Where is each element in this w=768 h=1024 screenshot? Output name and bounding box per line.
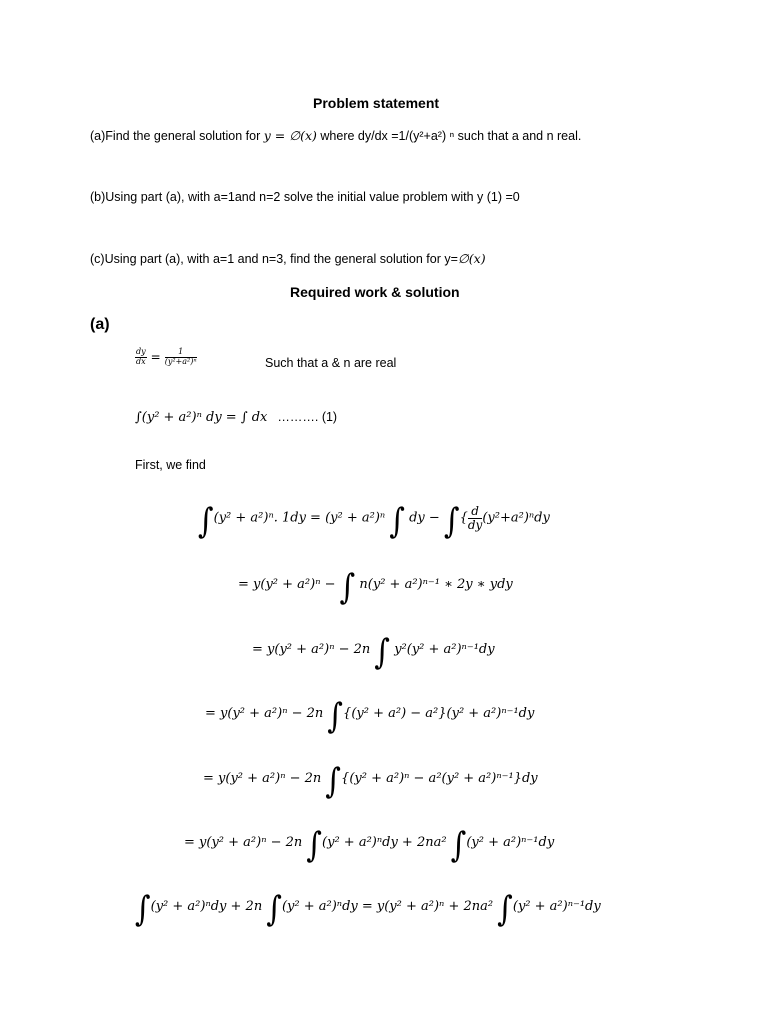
part-c-statement <box>90 251 486 266</box>
part-a-statement <box>90 128 581 143</box>
integral-sign: ∫ <box>450 825 467 866</box>
line5-part-b: {(y² + a²)ⁿ − a²(y² + a²)ⁿ⁻¹}dy <box>341 771 538 786</box>
line2-part-b: n(y² + a²)ⁿ⁻¹ ∗ 2y ∗ ydy <box>359 577 513 592</box>
d-num: d <box>468 505 482 519</box>
line1-part-a: (y² + a²)ⁿ. 1dy = (y² + a²)ⁿ <box>213 510 386 526</box>
line1-part-e: (y²+a²)ⁿdy <box>482 510 550 526</box>
derivation-line-5 <box>203 761 538 802</box>
part-a-prefix: (a)Find the general solution for <box>90 129 261 143</box>
integral-sign: ∫ <box>374 632 391 673</box>
ode-rhs-den: (y²+a²)ⁿ <box>164 356 197 366</box>
dy-den: dy <box>467 517 483 532</box>
line7-part-b: (y² + a²)ⁿdy = y(y² + a²)ⁿ + 2na² <box>281 899 494 914</box>
line7-part-a: (y² + a²)ⁿdy + 2n <box>150 899 263 914</box>
integral-sign: ∫ <box>389 500 405 542</box>
ode-condition: Such that a & n are real <box>265 356 397 370</box>
line4-part-b: {(y² + a²) − a²}(y² + a²)ⁿ⁻¹dy <box>343 706 535 721</box>
first-we-find: First, we find <box>135 458 206 472</box>
integral-equation-1 <box>135 408 337 426</box>
solution-heading: Required work & solution <box>290 284 460 300</box>
integral-sign: ∫ <box>306 825 323 866</box>
line6-part-c: (y² + a²)ⁿ⁻¹dy <box>466 835 555 850</box>
equals-sign: = <box>150 350 161 364</box>
integral-sign: ∫ <box>497 889 513 930</box>
derivation-line-7 <box>135 889 601 930</box>
ode-rhs-num: 1 <box>165 348 197 357</box>
d-dy-fraction <box>468 505 482 531</box>
line5-part-a: = y(y² + a²)ⁿ − 2n <box>203 771 322 786</box>
line7-part-c: (y² + a²)ⁿ⁻¹dy <box>512 899 601 914</box>
integral-sign: ∫ <box>325 761 342 802</box>
part-c-math: ∅(x) <box>457 251 486 266</box>
line6-part-b: (y² + a²)ⁿdy + 2na² <box>322 835 447 850</box>
integral-sign: ∫ <box>443 500 460 542</box>
line2-part-a: = y(y² + a²)ⁿ − <box>238 577 336 592</box>
line1-part-b: dy − <box>409 510 440 526</box>
integral-sign: ∫ <box>339 567 356 608</box>
ode-rhs-fraction <box>165 348 197 366</box>
integral-sign: ∫ <box>266 889 282 930</box>
integral-sign: ∫ <box>327 696 344 737</box>
integral-eq-dots: ………. (1) <box>277 410 338 424</box>
derivation-line-2 <box>238 567 513 608</box>
part-c-prefix: (c)Using part (a), with a=1 and n=3, find the general solution for y= <box>90 252 458 266</box>
ode-lhs-den: dx <box>136 356 146 366</box>
ode-equation <box>135 348 197 366</box>
integral-sign: ∫ <box>135 889 151 930</box>
line3-part-a: = y(y² + a²)ⁿ − 2n <box>252 642 371 657</box>
ode-lhs-fraction <box>135 348 147 366</box>
integral-sign: ∫ <box>198 500 214 542</box>
part-a-label: (a) <box>90 316 110 333</box>
problem-heading: Problem statement <box>313 95 440 111</box>
integral-eq-math: ∫(y² + a²)ⁿ dy = ∫ dx <box>135 410 268 425</box>
derivation-line-1 <box>198 500 550 542</box>
derivation-line-6 <box>184 825 555 866</box>
part-a-suffix: where dy/dx =1/(y²+a²) ⁿ such that a and n real. <box>320 129 582 143</box>
ode-lhs-num: dy <box>136 347 146 357</box>
line4-part-a: = y(y² + a²)ⁿ − 2n <box>205 706 324 721</box>
line3-part-b: y²(y² + a²)ⁿ⁻¹dy <box>394 642 495 657</box>
derivation-line-3 <box>252 632 495 673</box>
line6-part-a: = y(y² + a²)ⁿ − 2n <box>184 835 303 850</box>
line1-part-c: { <box>459 510 468 526</box>
derivation-line-4 <box>205 696 535 737</box>
part-a-math: y = ∅(x) <box>263 128 317 143</box>
part-b-statement: (b)Using part (a), with a=1and n=2 solve the initial value problem with y (1) =0 <box>90 190 520 204</box>
